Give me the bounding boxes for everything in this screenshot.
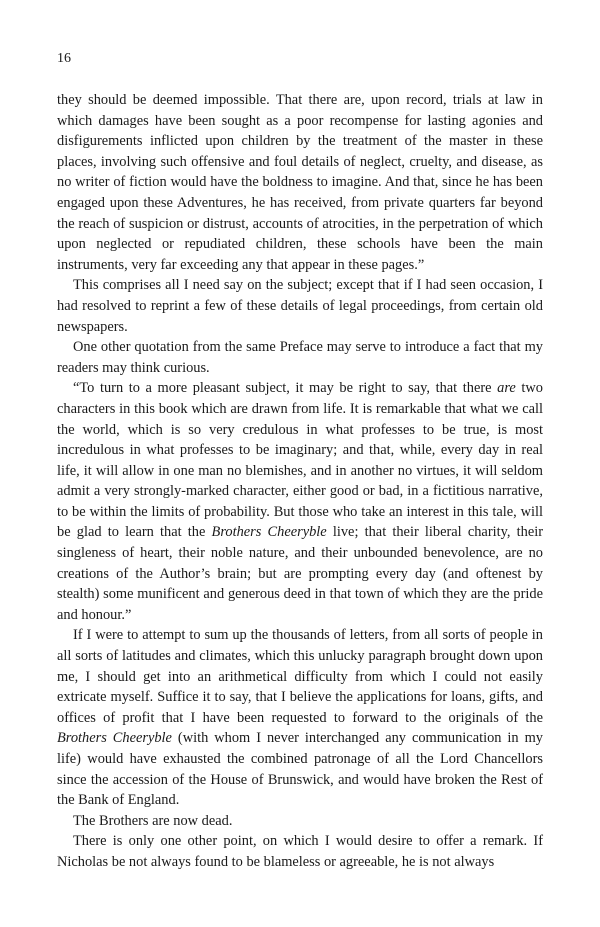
letters-emphasis-brothers-cheeryble: Brothers Cheeryble	[57, 730, 172, 747]
paragraph-3: One other quotation from the same Preface may serve to introduce a fact that my readers may think curious.	[57, 339, 543, 376]
letters-text-part-1: If I were to attempt to sum up the thousands of letters, from all sorts of people in all sorts of latitudes and climates, which this unlucky paragraph brought down upon me, I should get into an arithmetical difficulty from which I could not easily extricate myself. Suffice it to say, that I believe the applications for loans, gifts, and offices of profit that I have been requested to forward to the originals of the	[57, 627, 543, 726]
paragraph-1: they should be deemed impossible. That there are, upon record, trials at law in which damages have been sought as a poor recompense for lasting agonies and disfigurements inflicted upon children by the treatment of the master in these places, involving such offensive and foul details of neglect, cruelty, and disease, as no writer of fiction would have the boldness to imagine. And that, since he has been engaged upon these Adventures, he has received, from private quarters far beyond the reach of suspicion or distrust, accounts of atrocities, in the perpetration of which upon neglected or repudiated children, these schools have been the main instruments, very far exceeding any that appear in these pages.”	[57, 92, 543, 273]
quote-text-part-2: two characters in this book which are drawn from life. It is remarkable that what we call the world, which is so very credulous in what professes to be true, is most incredulous in what professes to be imaginary; and that, while, every day in real life, it will allow in one man no blemishes, and in another no virtues, it will seldom admit a very strongly-marked character, either good or bad, in a fictitious narrative, to be within the limits of probability. But those who take an interest in this tale, will be glad to learn that the	[57, 380, 544, 541]
paragraph-brothers-dead: The Brothers are now dead.	[73, 812, 233, 829]
quote-emphasis-are: are	[497, 380, 516, 397]
letters-text-part-2: (with whom I never interchanged any communication in my life) would have exhausted the combined patronage of all the Lord Chancellors since the accession of the House of Brunswick, and would have broken the Rest of the Bank of England.	[57, 730, 543, 809]
quote-text-part-1: “To turn to a more pleasant subject, it may be right to say, that there	[73, 380, 498, 397]
paragraph-last: There is only one other point, on which I would desire to offer a remark. If Nicholas be not always found to be blameless or agreeable, he is not always	[57, 833, 543, 870]
quote-emphasis-brothers-cheeryble: Brothers Cheeryble	[211, 524, 327, 541]
paragraph-2: This comprises all I need say on the subject; except that if I had seen occasion, I had resolved to reprint a few of these details of legal proceedings, from certain old newspapers.	[57, 277, 543, 335]
quote-text-part-3: live; that their liberal charity, their singleness of heart, their noble nature, and their unbounded benevolence, are no creations of the Author’s brain; but are prompting every day (and oftenest by stealth) some munificent and generous deed in that town of which they are the pride and honour.”	[57, 524, 544, 623]
paragraph-letters	[57, 625, 543, 810]
page-number: 16	[57, 51, 71, 66]
paragraph-quotation	[57, 378, 543, 625]
body-text	[57, 90, 543, 873]
